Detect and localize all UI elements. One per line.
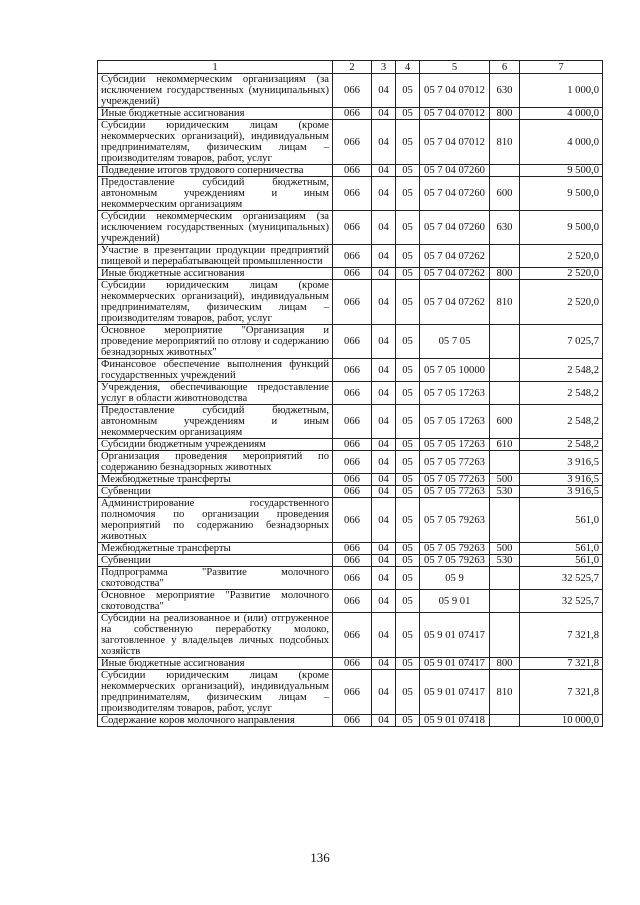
item-name-cell: Подпрограмма "Развитие молочного скотоводства" [98,567,333,590]
ministry-code-cell: 066 [333,543,372,555]
amount-cell: 3 916,5 [520,451,603,474]
subsection-code-cell: 05 [396,382,420,405]
amount-cell: 2 548,2 [520,439,603,451]
table-row [98,177,603,211]
section-code-cell: 04 [372,658,396,670]
subsection-code-cell: 05 [396,486,420,498]
table-row [98,715,603,727]
expense-type-cell [490,451,520,474]
section-code-cell: 04 [372,451,396,474]
ministry-code-cell: 066 [333,590,372,613]
table-row [98,74,603,108]
expense-type-cell [490,715,520,727]
expense-type-cell: 630 [490,211,520,245]
target-article-cell: 05 7 05 [420,325,490,359]
subsection-code-cell: 05 [396,120,420,165]
table-row [98,543,603,555]
target-article-cell: 05 9 01 07417 [420,613,490,658]
subsection-code-cell: 05 [396,590,420,613]
item-name-cell: Субсидии юридическим лицам (кроме некоммерческих организаций), индивидуальным предпринимателям, физическим лицам – производителям товаров, работ, услуг [98,280,333,325]
table-row [98,211,603,245]
amount-cell: 561,0 [520,498,603,543]
ministry-code-cell: 066 [333,555,372,567]
ministry-code-cell: 066 [333,280,372,325]
ministry-code-cell: 066 [333,120,372,165]
expense-type-cell: 810 [490,120,520,165]
expense-type-cell: 600 [490,177,520,211]
table-row [98,555,603,567]
expense-type-cell: 800 [490,658,520,670]
section-code-cell: 04 [372,590,396,613]
table-row [98,498,603,543]
item-name-cell: Основное мероприятие "Развитие молочного скотоводства" [98,590,333,613]
ministry-code-cell: 066 [333,486,372,498]
expense-type-cell: 500 [490,474,520,486]
section-code-cell: 04 [372,211,396,245]
target-article-cell: 05 7 04 07262 [420,268,490,280]
table-row [98,613,603,658]
ministry-code-cell: 066 [333,439,372,451]
ministry-code-cell: 066 [333,567,372,590]
amount-cell: 7 321,8 [520,613,603,658]
column-header: 6 [490,61,520,74]
header-row [98,61,603,74]
section-code-cell: 04 [372,486,396,498]
target-article-cell: 05 7 05 77263 [420,486,490,498]
ministry-code-cell: 066 [333,382,372,405]
item-name-cell: Участие в презентации продукции предприятий пищевой и перерабатывающей промышленности [98,245,333,268]
subsection-code-cell: 05 [396,498,420,543]
column-header: 5 [420,61,490,74]
ministry-code-cell: 066 [333,359,372,382]
ministry-code-cell: 066 [333,498,372,543]
column-header: 1 [98,61,333,74]
expense-type-cell: 500 [490,543,520,555]
subsection-code-cell: 05 [396,451,420,474]
table-row [98,108,603,120]
item-name-cell: Субсидии юридическим лицам (кроме некоммерческих организаций), индивидуальным предпринимателям, физическим лицам – производителям товаров, работ, услуг [98,120,333,165]
target-article-cell: 05 7 05 17263 [420,382,490,405]
amount-cell: 32 525,7 [520,567,603,590]
subsection-code-cell: 05 [396,280,420,325]
ministry-code-cell: 066 [333,613,372,658]
item-name-cell: Организация проведения мероприятий по содержанию безнадзорных животных [98,451,333,474]
subsection-code-cell: 05 [396,359,420,382]
amount-cell: 9 500,0 [520,211,603,245]
table-row [98,451,603,474]
table-row [98,325,603,359]
section-code-cell: 04 [372,245,396,268]
item-name-cell: Межбюджетные трансферты [98,543,333,555]
ministry-code-cell: 066 [333,165,372,177]
target-article-cell: 05 7 04 07262 [420,280,490,325]
expense-type-cell: 610 [490,439,520,451]
ministry-code-cell: 066 [333,405,372,439]
amount-cell: 3 916,5 [520,486,603,498]
expense-type-cell [490,613,520,658]
target-article-cell: 05 9 [420,567,490,590]
subsection-code-cell: 05 [396,658,420,670]
amount-cell: 2 548,2 [520,382,603,405]
subsection-code-cell: 05 [396,108,420,120]
amount-cell: 4 000,0 [520,120,603,165]
target-article-cell: 05 9 01 07418 [420,715,490,727]
expense-type-cell: 630 [490,74,520,108]
item-name-cell: Основное мероприятие "Организация и проведение мероприятий по отлову и содержанию безнадзорных животных" [98,325,333,359]
subsection-code-cell: 05 [396,165,420,177]
page-number: 136 [310,850,330,865]
subsection-code-cell: 05 [396,567,420,590]
expense-type-cell [490,590,520,613]
target-article-cell: 05 7 04 07262 [420,245,490,268]
expense-type-cell [490,498,520,543]
section-code-cell: 04 [372,439,396,451]
table-row [98,567,603,590]
expense-type-cell: 530 [490,486,520,498]
subsection-code-cell: 05 [396,211,420,245]
expense-type-cell [490,567,520,590]
ministry-code-cell: 066 [333,715,372,727]
subsection-code-cell: 05 [396,405,420,439]
section-code-cell: 04 [372,280,396,325]
target-article-cell: 05 9 01 07417 [420,670,490,715]
section-code-cell: 04 [372,120,396,165]
amount-cell: 7 025,7 [520,325,603,359]
amount-cell: 2 548,2 [520,359,603,382]
item-name-cell: Субсидии на реализованное и (или) отгруженное на собственную переработку молоко, заготовленное у владельцев личных подсобных хозяйств [98,613,333,658]
item-name-cell: Субсидии некоммерческим организациям (за исключением государственных (муниципальных) учреждений) [98,74,333,108]
target-article-cell: 05 7 05 77263 [420,474,490,486]
expense-type-cell [490,165,520,177]
table-row [98,474,603,486]
amount-cell: 9 500,0 [520,165,603,177]
subsection-code-cell: 05 [396,670,420,715]
table-row [98,439,603,451]
section-code-cell: 04 [372,670,396,715]
item-name-cell: Иные бюджетные ассигнования [98,108,333,120]
column-header: 4 [396,61,420,74]
item-name-cell: Администрирование государственного полномочия по организации проведения мероприятий по содержанию безнадзорных животных [98,498,333,543]
expense-type-cell [490,325,520,359]
item-name-cell: Иные бюджетные ассигнования [98,658,333,670]
section-code-cell: 04 [372,543,396,555]
section-code-cell: 04 [372,613,396,658]
item-name-cell: Финансовое обеспечение выполнения функций государственных учреждений [98,359,333,382]
table-row [98,245,603,268]
table-row [98,359,603,382]
subsection-code-cell: 05 [396,74,420,108]
target-article-cell: 05 7 04 07260 [420,211,490,245]
table-row [98,670,603,715]
ministry-code-cell: 066 [333,658,372,670]
target-article-cell: 05 7 05 79263 [420,498,490,543]
amount-cell: 7 321,8 [520,658,603,670]
expense-type-cell: 600 [490,405,520,439]
target-article-cell: 05 7 05 10000 [420,359,490,382]
item-name-cell: Субвенции [98,486,333,498]
expense-type-cell: 530 [490,555,520,567]
section-code-cell: 04 [372,555,396,567]
section-code-cell: 04 [372,474,396,486]
section-code-cell: 04 [372,177,396,211]
ministry-code-cell: 066 [333,325,372,359]
section-code-cell: 04 [372,268,396,280]
item-name-cell: Субсидии бюджетным учреждениям [98,439,333,451]
table-row [98,658,603,670]
table-row [98,165,603,177]
target-article-cell: 05 7 04 07012 [420,120,490,165]
section-code-cell: 04 [372,359,396,382]
column-header: 2 [333,61,372,74]
item-name-cell: Межбюджетные трансферты [98,474,333,486]
ministry-code-cell: 066 [333,74,372,108]
subsection-code-cell: 05 [396,268,420,280]
amount-cell: 3 916,5 [520,474,603,486]
amount-cell: 9 500,0 [520,177,603,211]
item-name-cell: Иные бюджетные ассигнования [98,268,333,280]
ministry-code-cell: 066 [333,451,372,474]
amount-cell: 7 321,8 [520,670,603,715]
column-header: 3 [372,61,396,74]
target-article-cell: 05 7 05 79263 [420,555,490,567]
table-row [98,280,603,325]
expense-type-cell: 800 [490,268,520,280]
item-name-cell: Предоставление субсидий бюджетным, автономным учреждениям и иным некоммерческим организациям [98,405,333,439]
item-name-cell: Субвенции [98,555,333,567]
item-name-cell: Учреждения, обеспечивающие предоставление услуг в области животноводства [98,382,333,405]
amount-cell: 2 520,0 [520,280,603,325]
item-name-cell: Подведение итогов трудового соперничества [98,165,333,177]
table-row [98,405,603,439]
ministry-code-cell: 066 [333,245,372,268]
amount-cell: 561,0 [520,543,603,555]
amount-cell: 561,0 [520,555,603,567]
subsection-code-cell: 05 [396,555,420,567]
ministry-code-cell: 066 [333,474,372,486]
section-code-cell: 04 [372,405,396,439]
item-name-cell: Субсидии некоммерческим организациям (за исключением государственных (муниципальных) учреждений) [98,211,333,245]
budget-table [97,60,603,727]
section-code-cell: 04 [372,567,396,590]
target-article-cell: 05 7 04 07012 [420,74,490,108]
section-code-cell: 04 [372,74,396,108]
amount-cell: 2 548,2 [520,405,603,439]
subsection-code-cell: 05 [396,245,420,268]
section-code-cell: 04 [372,498,396,543]
amount-cell: 2 520,0 [520,268,603,280]
amount-cell: 10 000,0 [520,715,603,727]
target-article-cell: 05 7 05 79263 [420,543,490,555]
subsection-code-cell: 05 [396,325,420,359]
table-row [98,120,603,165]
section-code-cell: 04 [372,108,396,120]
ministry-code-cell: 066 [333,177,372,211]
item-name-cell: Предоставление субсидий бюджетным, автономным учреждениям и иным некоммерческим организациям [98,177,333,211]
section-code-cell: 04 [372,325,396,359]
target-article-cell: 05 7 04 07260 [420,165,490,177]
expense-type-cell [490,359,520,382]
expense-type-cell [490,245,520,268]
target-article-cell: 05 7 05 17263 [420,439,490,451]
item-name-cell: Содержание коров молочного направления [98,715,333,727]
amount-cell: 2 520,0 [520,245,603,268]
target-article-cell: 05 7 04 07012 [420,108,490,120]
amount-cell: 4 000,0 [520,108,603,120]
item-name-cell: Субсидии юридическим лицам (кроме некоммерческих организаций), индивидуальным предпринимателям, физическим лицам – производителям товаров, работ, услуг [98,670,333,715]
table-row [98,382,603,405]
subsection-code-cell: 05 [396,474,420,486]
target-article-cell: 05 9 01 07417 [420,658,490,670]
section-code-cell: 04 [372,382,396,405]
subsection-code-cell: 05 [396,439,420,451]
subsection-code-cell: 05 [396,177,420,211]
ministry-code-cell: 066 [333,108,372,120]
target-article-cell: 05 7 05 77263 [420,451,490,474]
amount-cell: 1 000,0 [520,74,603,108]
table-body [98,74,603,727]
target-article-cell: 05 7 04 07260 [420,177,490,211]
expense-type-cell: 800 [490,108,520,120]
ministry-code-cell: 066 [333,670,372,715]
expense-type-cell: 810 [490,280,520,325]
ministry-code-cell: 066 [333,211,372,245]
column-header: 7 [520,61,603,74]
subsection-code-cell: 05 [396,613,420,658]
table-row [98,486,603,498]
subsection-code-cell: 05 [396,543,420,555]
expense-type-cell [490,382,520,405]
section-code-cell: 04 [372,165,396,177]
ministry-code-cell: 066 [333,268,372,280]
amount-cell: 32 525,7 [520,590,603,613]
subsection-code-cell: 05 [396,715,420,727]
expense-type-cell: 810 [490,670,520,715]
target-article-cell: 05 7 05 17263 [420,405,490,439]
table-row [98,268,603,280]
table-row [98,590,603,613]
section-code-cell: 04 [372,715,396,727]
target-article-cell: 05 9 01 [420,590,490,613]
